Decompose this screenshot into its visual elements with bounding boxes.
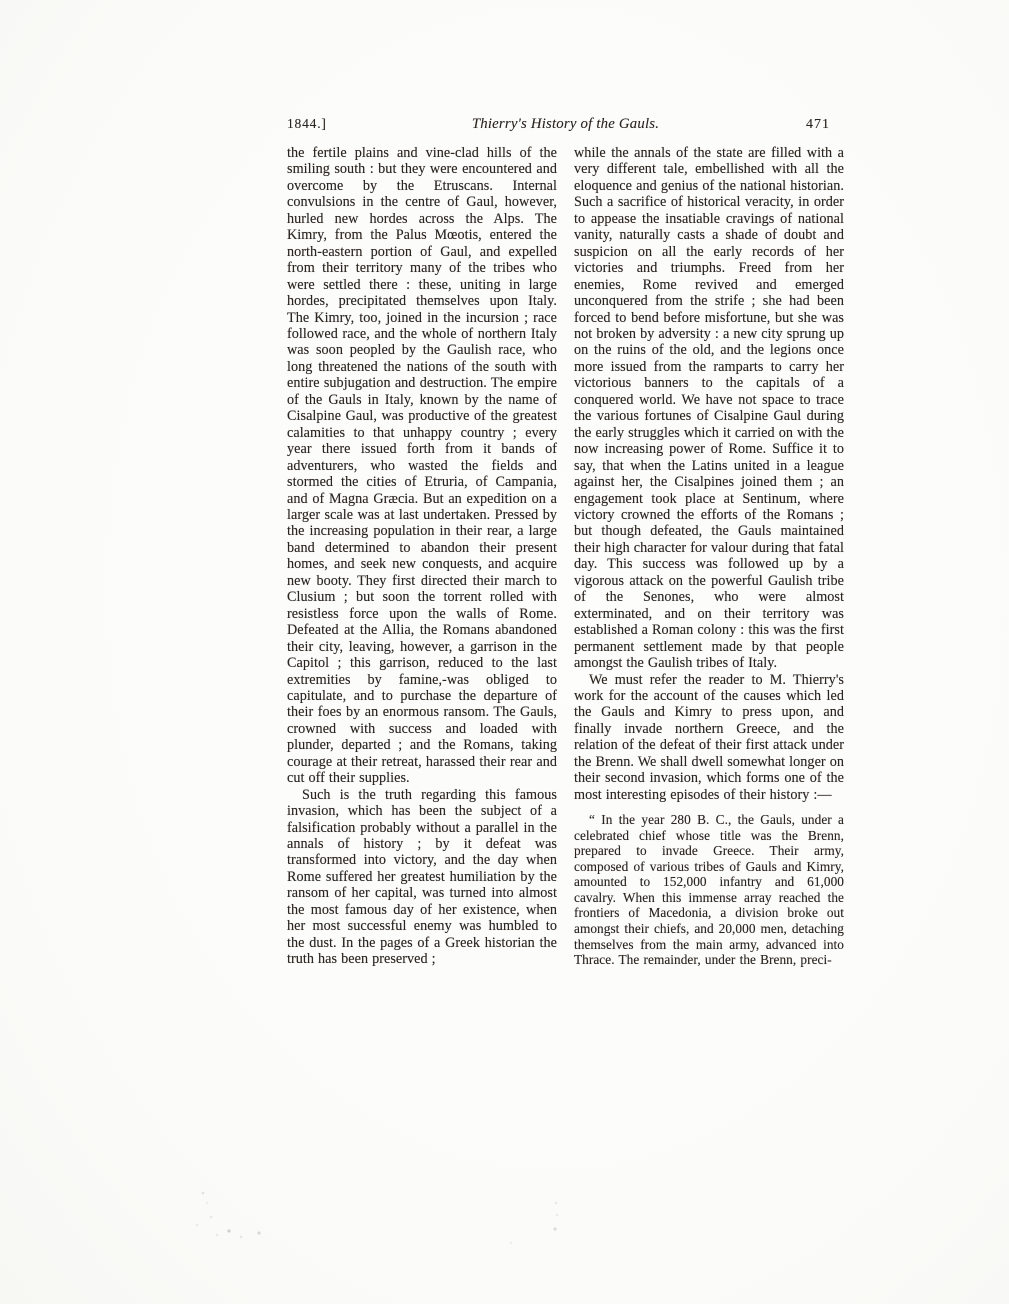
header-year: 1844.] [287,116,327,131]
body-paragraph: We must refer the reader to M. Thierry's work for the account of the causes which led the Gauls and Kimry to press upon, and finally invade northern Greece, and the relation of the defeat of their first attack under the Brenn. We shall dwell somewhat longer on their second invasion, which forms one of the most interesting episodes of their history :— [574,671,844,803]
block-quote-paragraph: “ In the year 280 B. C., the Gauls, under a celebrated chief whose title was the Brenn, prepared to invade Greece. Their army, composed of various tribes of Gauls and Kimry, amounted to 152,000 infantry and 61,000 cavalry. When this immense array reached the frontiers of Macedonia, a division broke out amongst their chiefs, and 20,000 men, detaching themselves from the main army, advanced into Thrace. The remainder, under the Brenn, preci- [574,812,844,968]
right-column [574,145,844,968]
body-paragraph: while the annals of the state are filled with a very different tale, embellished with all the eloquence and genius of the national historian. Such a sacrifice of historical veracity, in order to appease the insatiable cravings of national vanity, naturally casts a shade of doubt and suspicion on all the early records of her victories and triumphs. Freed from her enemies, Rome revived and emerged unconquered from the strife ; she had been forced to bend before misfortune, but she was not broken by adversity : a new city sprung up on the ruins of the old, and the legions once more issued from the ramparts to carry her victorious banners to the capitals of a conquered world. We have not space to trace the various fortunes of Cisalpine Gaul during the early struggles which it carried on with the now increasing power of Rome. Suffice it to say, that when the Latins united in a league against her, the Cisalpines joined them ; an engagement took place at Sentinum, where victory crowned the efforts of the Romans ; but though defeated, the Gauls maintained their high character for valour during that fatal day. This success was followed up by a vigorous attack on the powerful Gaulish tribe of the Senones, who were almost exterminated, and on their territory was established a Roman colony : this was the first permanent settlement made by that people amongst the Gaulish tribes of Italy. [574,145,844,672]
left-column [287,145,557,968]
header-page-number: 471 [806,117,830,132]
page-content [287,116,844,968]
scan-noise-specks [200,1190,202,1192]
body-paragraph: the fertile plains and vine-clad hills of the smiling south : but they were encountered and overcome by the Etruscans. Internal convulsions in the centre of Gaul, however, hurled new hordes across the Alps. The Kimry, from the Palus Mœotis, entered the north-eastern portion of Gaul, and expelled from their territory many of the tribes who were settled there : these, uniting in large hordes, precipitated themselves upon Italy. The Kimry, too, joined in the incursion ; race followed race, and the whole of northern Italy was soon peopled by the Gaulish race, who long threatened the nations of the south with entire subjugation and destruction. The empire of the Gauls in Italy, known by the name of Cisalpine Gaul, was productive of the greatest calamities to that unhappy country ; every year there issued forth from it bands of adventurers, who wasted the fields and stormed the cities of Etruria, of Campania, and of Magna Græcia. But an expedition on a larger scale was at last undertaken. Pressed by the increasing population in their rear, a large band determined to abandon their present homes, and seek new conquests, and acquire new booty. They first directed their march to Clusium ; but soon the torrent rolled with resistless force upon the walls of Rome. Defeated at the Allia, the Romans abandoned their city, leaving, however, a garrison in the Capitol ; this garrison, reduced to the last extremities by famine,-was obliged to capitulate, and to purchase the departure of their foes by an enormous ransom. The Gauls, crowned with success and loaded with plunder, departed ; and the Romans, taking courage at their retreat, harassed their rear and cut off their supplies. [287,145,557,787]
text-columns [287,145,844,968]
header-article-title: Thierry's History of the Gauls. [471,116,660,132]
running-header [287,116,844,136]
body-paragraph: Such is the truth regarding this famous invasion, which has been the subject of a falsification probably without a parallel in the annals of history ; by it defeat was transformed into victory, and the day when Rome suffered her greatest humiliation by the ransom of her capital, was turned into almost the most famous day of her existence, when her most successful enemy was humbled to the dust. In the pages of a Greek historian the truth has been preserved ; [287,786,557,968]
